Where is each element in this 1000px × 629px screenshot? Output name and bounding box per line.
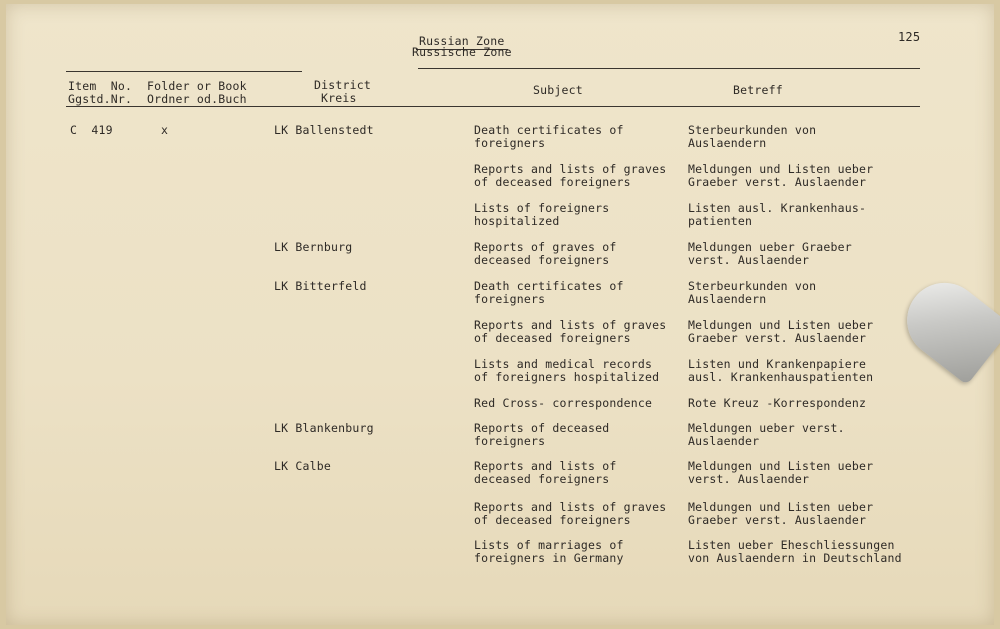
row-betreff: Meldungen und Listen ueber Graeber verst. Auslaender (688, 500, 874, 527)
row-subject: Death certificates of foreigners (474, 123, 624, 150)
header-folder-en: Folder or Book (147, 79, 247, 93)
row-subject: Death certificates of foreigners (474, 279, 624, 306)
page-title-en: Russian Zone (419, 34, 505, 48)
header-district-en: District (314, 78, 371, 92)
row-betreff: Listen ueber Eheschliessungen von Auslaendern in Deutschland (688, 538, 902, 565)
page-number: 125 (898, 30, 921, 44)
row-betreff: Meldungen ueber Graeber verst. Auslaender (688, 240, 852, 267)
row-betreff: Meldungen und Listen ueber Graeber verst. Auslaender (688, 318, 874, 345)
row-subject: Reports of deceased foreigners (474, 421, 610, 448)
header-betreff: Betreff (733, 83, 783, 97)
row-subject: Reports and lists of deceased foreigners (474, 459, 617, 486)
header-rule-left (66, 71, 302, 72)
page-title-de: Russische Zone (412, 45, 512, 59)
row-district: LK Bitterfeld (274, 279, 367, 293)
row-subject: Lists and medical records of foreigners hospitalized (474, 357, 660, 384)
header-rule-right (418, 68, 920, 69)
row-subject: Lists of marriages of foreigners in Germany (474, 538, 624, 565)
row-district: LK Calbe (274, 459, 331, 473)
row-subject: Reports and lists of graves of deceased foreigners (474, 162, 667, 189)
row-betreff: Meldungen und Listen ueber verst. Auslaender (688, 459, 874, 486)
row-betreff: Sterbeurkunden von Auslaendern (688, 123, 817, 150)
header-item-no-de: Ggstd.Nr. (68, 92, 133, 106)
row-item-no: C 419 (70, 123, 113, 137)
row-betreff: Meldungen ueber verst. Auslaender (688, 421, 845, 448)
row-district: LK Ballenstedt (274, 123, 374, 137)
header-item-no-en: Item No. (68, 79, 133, 93)
header-subject: Subject (533, 83, 583, 97)
row-subject: Reports and lists of graves of deceased foreigners (474, 500, 667, 527)
paper-clip-icon (892, 268, 1000, 386)
row-folder: x (161, 123, 169, 137)
header-rule-bottom (66, 106, 920, 107)
document-page (6, 4, 994, 625)
row-betreff: Rote Kreuz -Korrespondenz (688, 396, 867, 410)
header-district-de: Kreis (321, 91, 357, 105)
row-betreff: Sterbeurkunden von Auslaendern (688, 279, 817, 306)
row-district: LK Bernburg (274, 240, 353, 254)
row-betreff: Listen und Krankenpapiere ausl. Krankenhauspatienten (688, 357, 874, 384)
row-district: LK Blankenburg (274, 421, 374, 435)
row-subject: Lists of foreigners hospitalized (474, 201, 610, 228)
header-folder-de: Ordner od.Buch (147, 92, 247, 106)
row-subject: Reports and lists of graves of deceased foreigners (474, 318, 667, 345)
row-betreff: Meldungen und Listen ueber Graeber verst. Auslaender (688, 162, 874, 189)
row-betreff: Listen ausl. Krankenhaus- patienten (688, 201, 867, 228)
row-subject: Reports of graves of deceased foreigners (474, 240, 617, 267)
row-subject: Red Cross- correspondence (474, 396, 653, 410)
